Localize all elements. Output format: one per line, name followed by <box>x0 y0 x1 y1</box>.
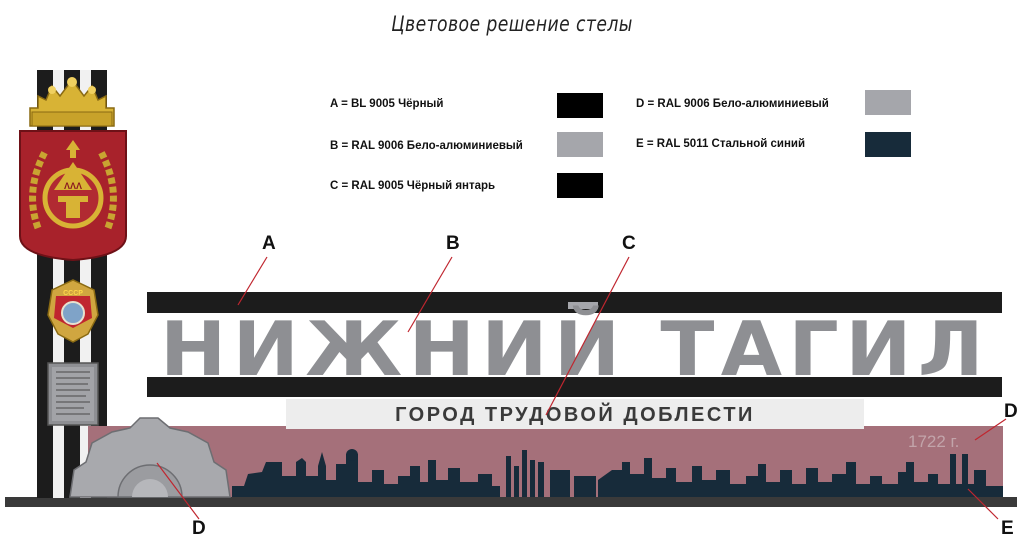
legend-label-b: B = RAL 9006 Бело-алюминиевый <box>330 140 523 152</box>
year-label: 1722 г. <box>908 432 960 451</box>
callout-e: E <box>1001 518 1014 539</box>
page-title: Цветовое решение стелы <box>391 12 633 36</box>
callout-d-right: D <box>1004 401 1018 422</box>
callout-a: A <box>262 233 276 254</box>
legend-label-d: D = RAL 9006 Бело-алюминиевый <box>636 98 829 110</box>
callout-d-left: D <box>192 518 206 539</box>
badge-text: СССР <box>63 290 83 297</box>
legend-label-a: A = BL 9005 Чёрный <box>330 98 444 110</box>
city-name: НИЖНИЙ ТАГИЛ <box>160 305 990 393</box>
callout-b: B <box>446 233 460 254</box>
svg-text:ΛΛΛ: ΛΛΛ <box>63 181 83 191</box>
ground-base <box>5 497 1017 507</box>
memorial-plaque <box>48 363 98 425</box>
callout-c: C <box>622 233 636 254</box>
coat-of-arms-shield <box>20 131 126 260</box>
legend-label-c: C = RAL 9005 Чёрный янтарь <box>330 180 496 192</box>
subtitle-text: ГОРОД ТРУДОВОЙ ДОБЛЕСТИ <box>395 404 755 426</box>
legend-label-e: E = RAL 5011 Стальной синий <box>636 138 806 150</box>
